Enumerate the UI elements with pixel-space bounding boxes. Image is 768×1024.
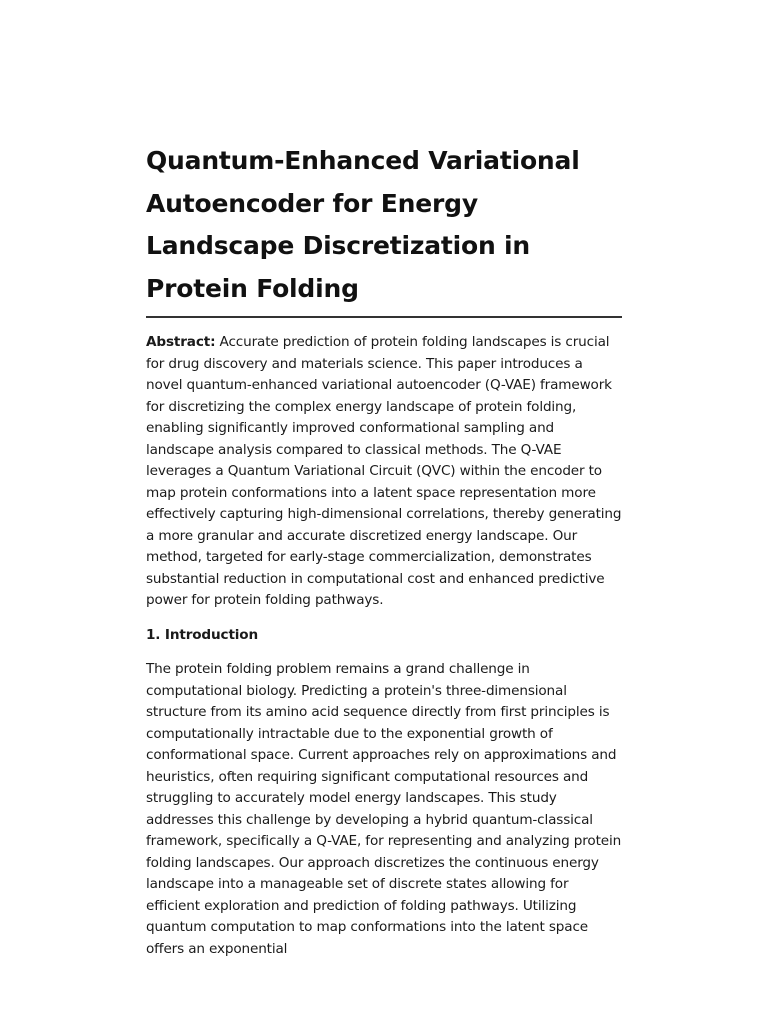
paper-page (146, 140, 622, 960)
paper-title: Quantum-Enhanced Variational Autoencoder for Energy Landscape Discretization in Protein Folding (146, 146, 580, 303)
abstract-text: Accurate prediction of protein folding landscapes is crucial for drug discovery and materials science. This paper introduces a novel quantum-enhanced variational autoencoder (Q-VAE) framework for discretizing the complex energy landscape of protein folding, enabling significantly improved conformational sampling and landscape analysis compared to classical methods. The Q-VAE leverages a Quantum Variational Circuit (QVC) within the encoder to map protein conformations into a latent space representation more effectively capturing high-dimensional correlations, thereby generating a more granular and accurate discretized energy landscape. Our method, targeted for early-stage commercialization, demonstrates substantial reduction in computational cost and enhanced predictive power for protein folding pathways. (146, 334, 622, 608)
section-heading-introduction: 1. Introduction (146, 626, 259, 643)
abstract-label: Abstract: (146, 334, 216, 350)
abstract-paragraph (146, 332, 622, 612)
introduction-paragraph: The protein folding problem remains a grand challenge in computational biology. Predicting a protein's three-dimensional structure from its amino acid sequence directly from first principles is computationally intractable due to the exponential growth of conformational space. Current approaches rely on approximations and heuristics, often requiring significant computational resources and struggling to accurately model energy landscapes. This study addresses this challenge by developing a hybrid quantum-classical framework, specifically a Q-VAE, for representing and analyzing protein folding landscapes. Our approach discretizes the continuous energy landscape into a manageable set of discrete states allowing for efficient exploration and prediction of folding pathways. Utilizing quantum computation to map conformations into the latent space offers an exponential (146, 661, 622, 957)
title-divider (146, 316, 622, 318)
